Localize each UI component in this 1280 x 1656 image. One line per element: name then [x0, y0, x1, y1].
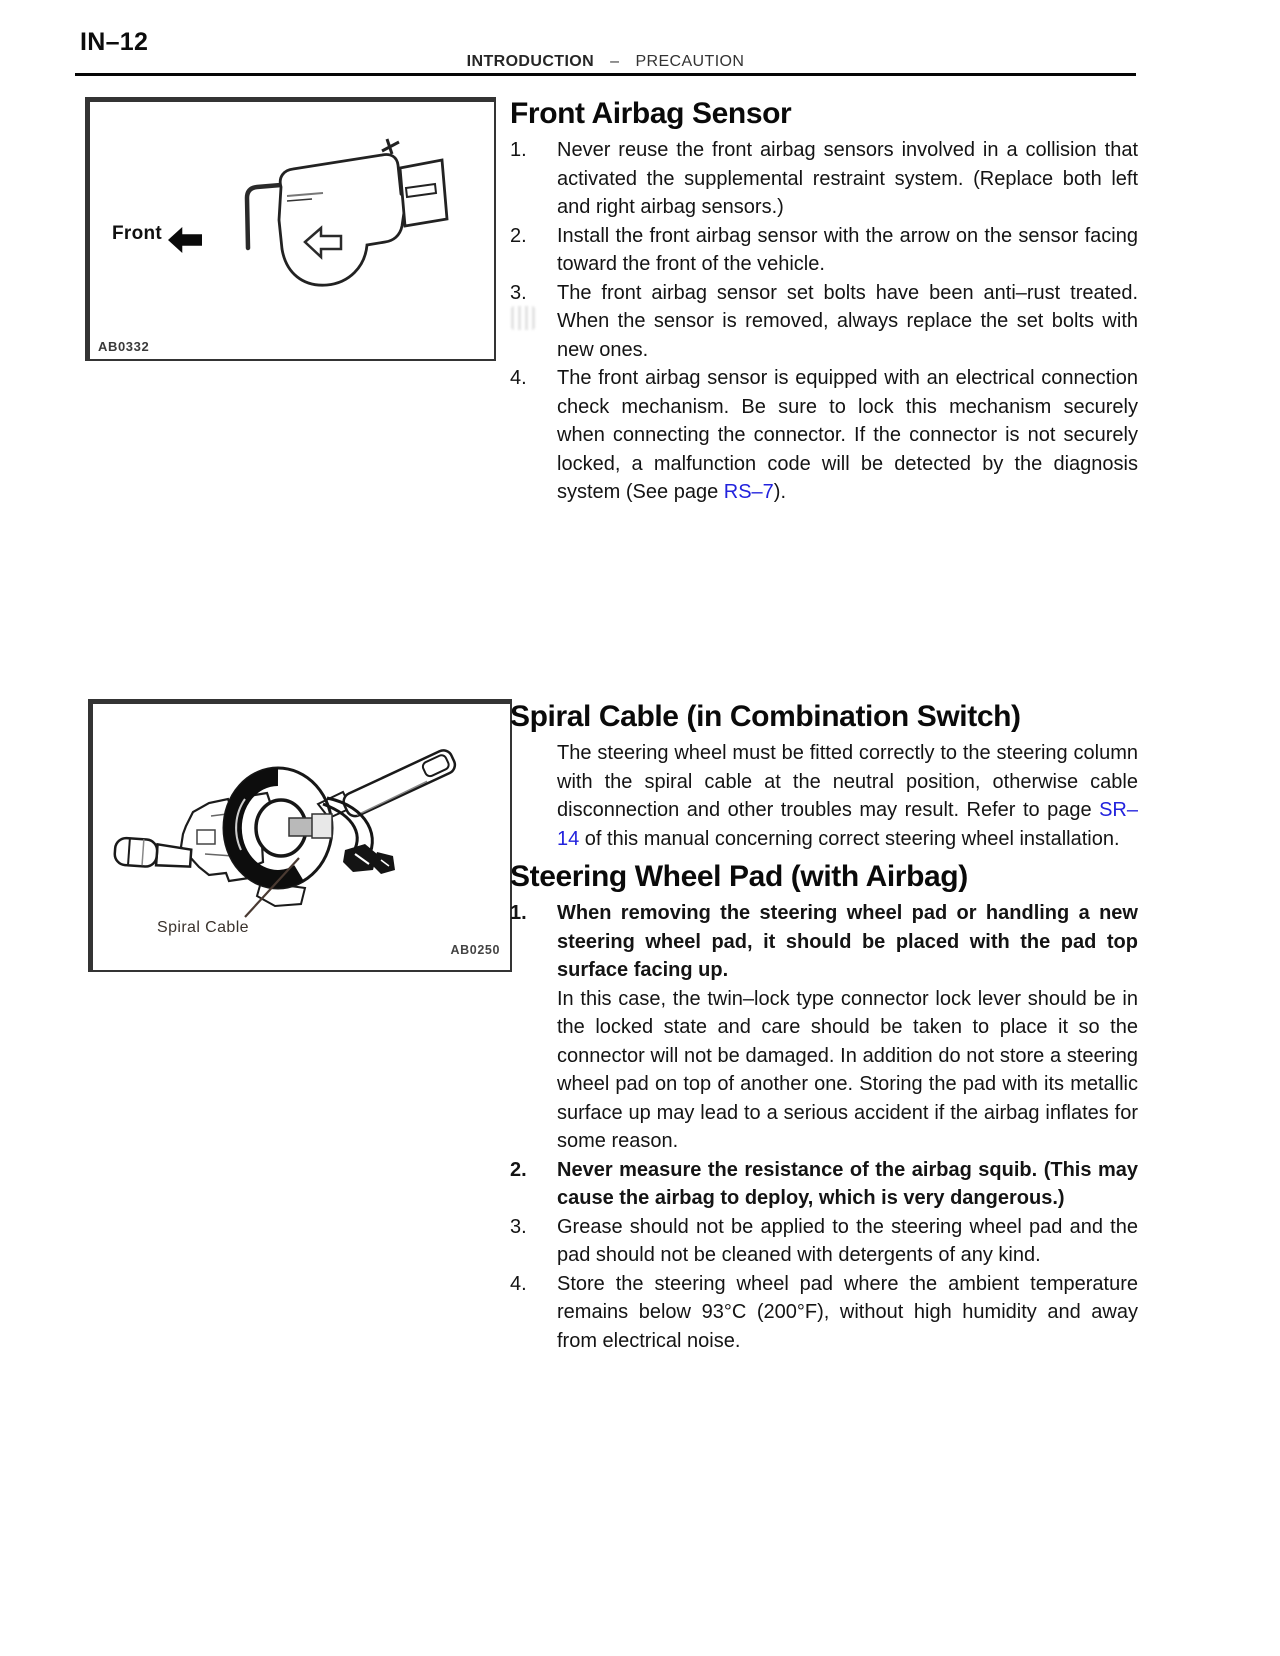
running-header-dash: – [610, 53, 620, 70]
list-item [510, 1156, 1138, 1213]
combination-switch-illustration [93, 704, 510, 970]
running-header-subsection: PRECAUTION [635, 53, 745, 70]
sensor-body [279, 154, 406, 285]
spiral-cable-callout: Spiral Cable [157, 919, 249, 936]
item-number: 1. [510, 139, 527, 161]
front-direction-label: Front [112, 223, 163, 244]
figure-code-ab0250: AB0250 [450, 943, 500, 957]
scan-artifact [511, 306, 535, 330]
item-text: Install the front airbag sensor with the arrow on the sensor facing toward the front of the vehicle. [557, 224, 1138, 275]
numbered-list [510, 136, 1138, 507]
list-item [510, 1213, 1138, 1270]
section-paragraph: The steering wheel must be fitted correctly to the steering column with the spiral cable at the neutral position, otherwise cable disconnection and other troubles may result. Refer to page SR–14 of this manual concerning correct steering wheel installation. [557, 742, 1138, 850]
section-title-steering-wheel-pad: Steering Wheel Pad (with Airbag) [510, 860, 968, 893]
item-text: Grease should not be applied to the steering wheel pad and the pad should not be cleaned with detergents of any kind. [557, 1215, 1138, 1266]
list-item [510, 1270, 1138, 1356]
list-item [510, 364, 1138, 507]
item-number: 4. [510, 1272, 527, 1295]
right-stalk-lever [341, 747, 458, 819]
list-item [510, 222, 1138, 279]
page-number: IN–12 [80, 28, 149, 56]
item-number: 2. [510, 224, 527, 247]
figure-code-ab0332: AB0332 [98, 339, 150, 354]
section-title: Front Airbag Sensor [510, 97, 792, 130]
item-text: The front airbag sensor set bolts have been anti–rust treated. When the sensor is removed, always replace the set bolts with new ones. [557, 281, 1138, 361]
header-rule [75, 73, 1136, 76]
item-text: Store the steering wheel pad where the ambient temperature remains below 93°C (200°F), without high humidity and away from electrical noise. [557, 1272, 1138, 1352]
item-text-bold: Never measure the resistance of the airbag squib. (This may cause the airbag to deploy, which is very dangerous.) [557, 1158, 1138, 1209]
item-number: 3. [510, 1215, 527, 1238]
page-link-rs7[interactable]: RS–7 [723, 481, 774, 503]
running-header-section: INTRODUCTION [466, 53, 595, 70]
page-link-sr14[interactable]: SR–14 [557, 799, 1138, 850]
item-number: 1. [510, 902, 527, 924]
list-item [510, 136, 1138, 222]
item-text: Never reuse the front airbag sensors involved in a collision that activated the supplemental restraint system. (Replace both left and right airbag sensors.) [557, 139, 1138, 218]
left-stalk-lever [114, 837, 192, 869]
figure-front-airbag-sensor [85, 97, 496, 361]
item-text: In this case, the twin–lock type connector lock lever should be in the locked state and care should be taken to place it so the connector will not be damaged. In addition do not store a steering wheel pad on top of another one. Storing the pad with its metallic surface up may lead to a serious accident if the airbag inflates for some reason. [557, 987, 1138, 1152]
section-spiral-cable [510, 699, 1138, 1355]
list-item [510, 899, 1138, 1156]
item-number: 4. [510, 367, 527, 389]
section-title: Spiral Cable (in Combination Switch) [510, 700, 1021, 733]
numbered-list [510, 899, 1138, 1355]
section-front-airbag-sensor [510, 96, 1138, 507]
running-header [75, 53, 1136, 71]
figure-spiral-cable [88, 699, 512, 972]
list-item [510, 279, 1138, 365]
sensor-bracket-pin [247, 185, 281, 248]
item-text-bold: When removing the steering wheel pad or handling a new steering wheel pad, it should be placed with the pad top surface facing up. [557, 902, 1138, 981]
item-number: 3. [510, 281, 527, 304]
item-number: 2. [510, 1158, 527, 1181]
item-text: The front airbag sensor is equipped with an electrical connection check mechanism. Be sure to lock this mechanism securely when connecting the connector. If the connector is not securely locked, a malfunction code will be detected by the diagnosis system (See page RS–7). [557, 367, 1138, 503]
